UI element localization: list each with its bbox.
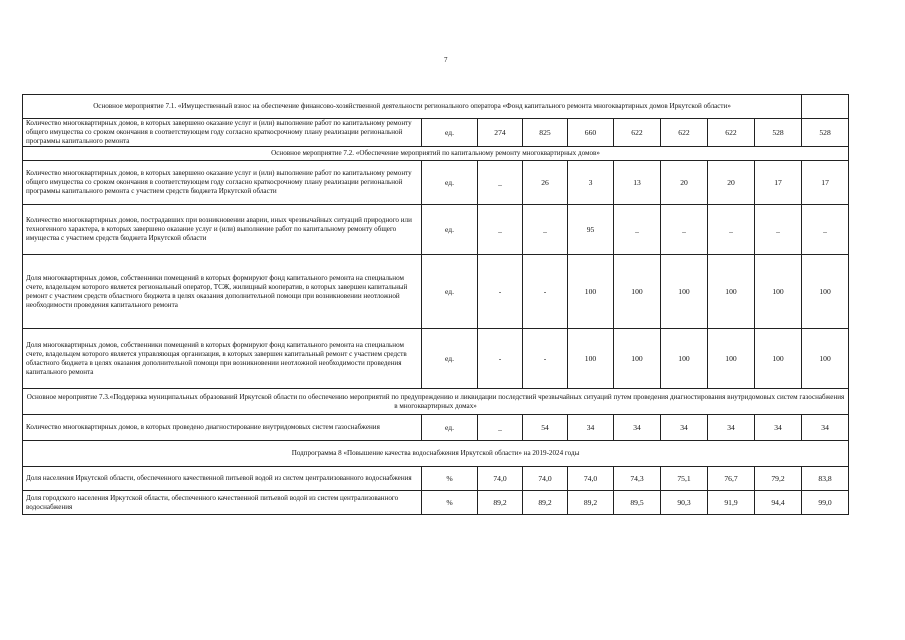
- value-cell: 75,1: [661, 467, 708, 491]
- value-cell: 622: [708, 119, 755, 147]
- section-header-row: [23, 95, 849, 119]
- value-cell: 100: [708, 329, 755, 389]
- value-cell: 17: [802, 161, 849, 205]
- indicator-row: [23, 119, 849, 147]
- value-cell: 89,2: [568, 491, 614, 515]
- value-cell: 3: [568, 161, 614, 205]
- unit-cell: %: [422, 467, 478, 491]
- value-cell: 94,4: [755, 491, 802, 515]
- indicator-label: Доля многоквартирных домов, собственники помещений в которых формируют фонд капитального ремонта на специальном счете, владельцем которого является управляющая организация, в которых завершен капитальный ремонт с участием средств областного бюджета в целях оказания дополнительной помощи при возникновении неотложной необходимости проведения капитального ремонта: [23, 329, 422, 389]
- indicator-row: [23, 255, 849, 329]
- section-header-row: [23, 147, 849, 161]
- value-cell: 100: [661, 255, 708, 329]
- value-cell: 13: [614, 161, 661, 205]
- indicators-table: [22, 94, 849, 515]
- value-cell: -: [478, 329, 523, 389]
- value-cell: 274: [478, 119, 523, 147]
- value-cell: 91,9: [708, 491, 755, 515]
- value-cell: 100: [568, 329, 614, 389]
- value-cell: 20: [661, 161, 708, 205]
- value-cell: 54: [523, 415, 568, 441]
- value-cell: _: [523, 205, 568, 255]
- value-cell: 622: [661, 119, 708, 147]
- indicator-row: [23, 467, 849, 491]
- value-cell: _: [614, 205, 661, 255]
- value-cell: 528: [802, 119, 849, 147]
- value-cell: 34: [755, 415, 802, 441]
- unit-cell: ед.: [422, 329, 478, 389]
- unit-cell: ед.: [422, 255, 478, 329]
- value-cell: 100: [802, 255, 849, 329]
- value-cell: 100: [568, 255, 614, 329]
- value-cell: _: [478, 161, 523, 205]
- value-cell: 100: [755, 329, 802, 389]
- value-cell: 74,0: [568, 467, 614, 491]
- value-cell: 20: [708, 161, 755, 205]
- value-cell: 100: [661, 329, 708, 389]
- section-title: Подпрограмма 8 «Повышение качества водоснабжения Иркутской области» на 2019-2024 годы: [23, 441, 849, 467]
- section-title: Основное мероприятие 7.3.«Поддержка муниципальных образований Иркутской области по обеспечению мероприятий по предупреждению и ликвидации последствий чрезвычайных ситуаций путем проведения диагностирования внутридомовых систем газоснабжения в многоквартирных домах»: [23, 389, 849, 415]
- value-cell: 74,0: [523, 467, 568, 491]
- value-cell: 100: [802, 329, 849, 389]
- value-cell: 74,3: [614, 467, 661, 491]
- value-cell: 100: [614, 255, 661, 329]
- value-cell: 17: [755, 161, 802, 205]
- value-cell: 825: [523, 119, 568, 147]
- indicator-label: Количество многоквартирных домов, в которых завершено оказание услуг и (или) выполнение работ по капитальному ремонту общего имущества со сроком окончания в соответствующем году согласно краткосрочному плану реализации региональной программы капитального ремонта: [23, 119, 422, 147]
- value-cell: 34: [568, 415, 614, 441]
- value-cell: 79,2: [755, 467, 802, 491]
- indicator-row: [23, 205, 849, 255]
- value-cell: 83,8: [802, 467, 849, 491]
- value-cell: 34: [708, 415, 755, 441]
- value-cell: 95: [568, 205, 614, 255]
- value-cell: -: [478, 255, 523, 329]
- indicator-label: Доля населения Иркутской области, обеспеченного качественной питьевой водой из систем централизованного водоснабжения: [23, 467, 422, 491]
- value-cell: 34: [614, 415, 661, 441]
- page-number: 7: [444, 56, 448, 64]
- value-cell: 528: [755, 119, 802, 147]
- indicator-row: [23, 161, 849, 205]
- value-cell: 76,7: [708, 467, 755, 491]
- value-cell: 660: [568, 119, 614, 147]
- section-title: Основное мероприятие 7.1. «Имущественный взнос на обеспечение финансово-хозяйственной деятельности регионального оператора «Фонд капитального ремонта многоквартирных домов Иркутской области»: [23, 95, 802, 119]
- value-cell: -: [523, 329, 568, 389]
- value-cell: 100: [614, 329, 661, 389]
- empty-cell: [802, 95, 849, 119]
- indicator-label: Количество многоквартирных домов, пострадавших при возникновении аварии, иных чрезвычайных ситуаций природного или техногенного характера, в которых завершено оказание услуг и (или) выполнение работ по капитальному ремонту общего имущества с участием средств бюджета Иркутской области: [23, 205, 422, 255]
- value-cell: 89,2: [523, 491, 568, 515]
- section-header-row: [23, 441, 849, 467]
- value-cell: 100: [755, 255, 802, 329]
- value-cell: 34: [802, 415, 849, 441]
- value-cell: _: [661, 205, 708, 255]
- indicator-row: [23, 329, 849, 389]
- unit-cell: ед.: [422, 205, 478, 255]
- unit-cell: ед.: [422, 415, 478, 441]
- section-header-row: [23, 389, 849, 415]
- unit-cell: %: [422, 491, 478, 515]
- section-title: Основное мероприятие 7.2. «Обеспечение мероприятий по капитальному ремонту многоквартирных домов»: [23, 147, 849, 161]
- value-cell: 34: [661, 415, 708, 441]
- value-cell: 74,0: [478, 467, 523, 491]
- indicator-row: [23, 491, 849, 515]
- indicator-label: Доля многоквартирных домов, собственники помещений в которых формируют фонд капитального ремонта на специальном счете, владельцем которого является региональный оператор, ТСЖ, жилищный кооператив, в которых завершен капитальный ремонт с участием средств областного бюджета в целях оказания дополнительной помощи при возникновении неотложной необходимости проведения капитального ремонта: [23, 255, 422, 329]
- value-cell: 89,2: [478, 491, 523, 515]
- indicator-label: Количество многоквартирных домов, в которых завершено оказание услуг и (или) выполнение работ по капитальному ремонту общего имущества со сроком окончания в соответствующем году согласно краткосрочному плану реализации региональной программы капитального ремонта с участием средств бюджета Иркутской области: [23, 161, 422, 205]
- value-cell: _: [708, 205, 755, 255]
- value-cell: _: [802, 205, 849, 255]
- value-cell: 90,3: [661, 491, 708, 515]
- value-cell: 622: [614, 119, 661, 147]
- indicator-label: Доля городского населения Иркутской области, обеспеченного качественной питьевой водой из систем централизованного водоснабжения: [23, 491, 422, 515]
- value-cell: 100: [708, 255, 755, 329]
- unit-cell: ед.: [422, 161, 478, 205]
- value-cell: 99,0: [802, 491, 849, 515]
- value-cell: _: [478, 205, 523, 255]
- value-cell: 26: [523, 161, 568, 205]
- indicator-label: Количество многоквартирных домов, в которых проведено диагностирование внутридомовых систем газоснабжения: [23, 415, 422, 441]
- value-cell: -: [523, 255, 568, 329]
- unit-cell: ед.: [422, 119, 478, 147]
- indicator-row: [23, 415, 849, 441]
- value-cell: _: [755, 205, 802, 255]
- value-cell: 89,5: [614, 491, 661, 515]
- value-cell: _: [478, 415, 523, 441]
